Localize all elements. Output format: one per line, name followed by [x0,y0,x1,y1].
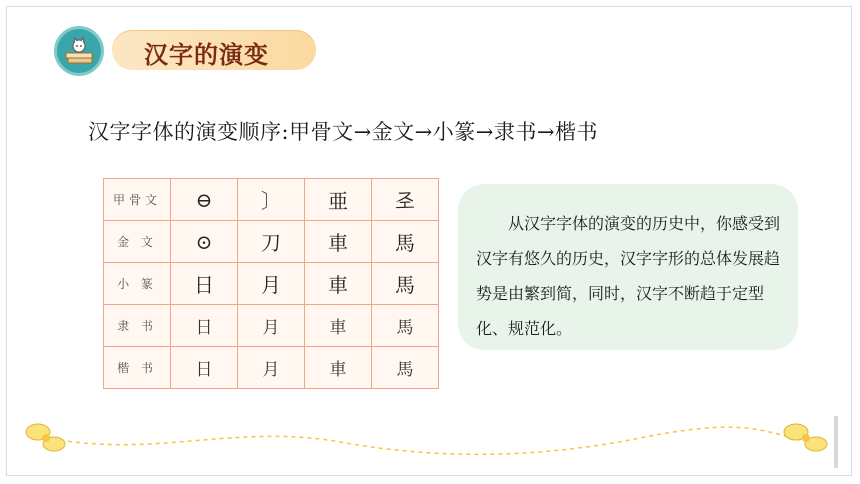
logo-badge [54,26,104,76]
title-pill [112,30,316,70]
glyph-cell: 亜 [305,179,372,221]
books-cat-icon [63,35,95,67]
table-row [104,263,439,305]
glyph-cell: 日 [171,305,238,347]
glyph-cell: 馬 [372,305,439,347]
table-row [104,305,439,347]
page-title: 汉字的演变 [144,41,269,69]
glyph-cell: 月 [238,347,305,389]
scrollbar[interactable] [834,416,838,468]
note-text: 从汉字字体的演变的历史中，你感受到汉字有悠久的历史，汉字字形的总体发展趋势是由繁到简，同时，汉字不断趋于定型化、规范化。 [476,214,781,338]
table-row [104,179,439,221]
glyph-cell: 日 [171,347,238,389]
table-row [104,221,439,263]
glyph-cell: 車 [305,305,372,347]
glyph-cell: 𢀖 [372,179,439,221]
glyph-cell: ⊖ [171,179,238,221]
row-label: 甲骨文 [104,179,171,221]
glyph-cell: 車 [305,347,372,389]
headline: 汉字字体的演变顺序:甲骨文→金文→小篆→隶书→楷书 [88,120,598,144]
glyph-cell: 馬 [372,221,439,263]
glyph-cell: 〕 [238,179,305,221]
glyph-cell: 月 [238,305,305,347]
bow-icon [784,424,827,451]
glyph-cell: 車 [305,263,372,305]
row-label: 隶 书 [104,305,171,347]
glyph-cell: 刀 [238,221,305,263]
row-label: 楷 书 [104,347,171,389]
glyph-cell: 月 [238,263,305,305]
glyph-cell: 車 [305,221,372,263]
row-label: 金 文 [104,221,171,263]
glyph-cell: 馬 [372,347,439,389]
row-label: 小 篆 [104,263,171,305]
script-evolution-table [103,178,439,389]
table-row [104,347,439,389]
glyph-cell: 馬 [372,263,439,305]
glyph-cell: ⊙ [171,221,238,263]
glyph-cell: 日 [171,263,238,305]
decorative-wave [20,416,840,464]
bow-icon [26,424,65,451]
